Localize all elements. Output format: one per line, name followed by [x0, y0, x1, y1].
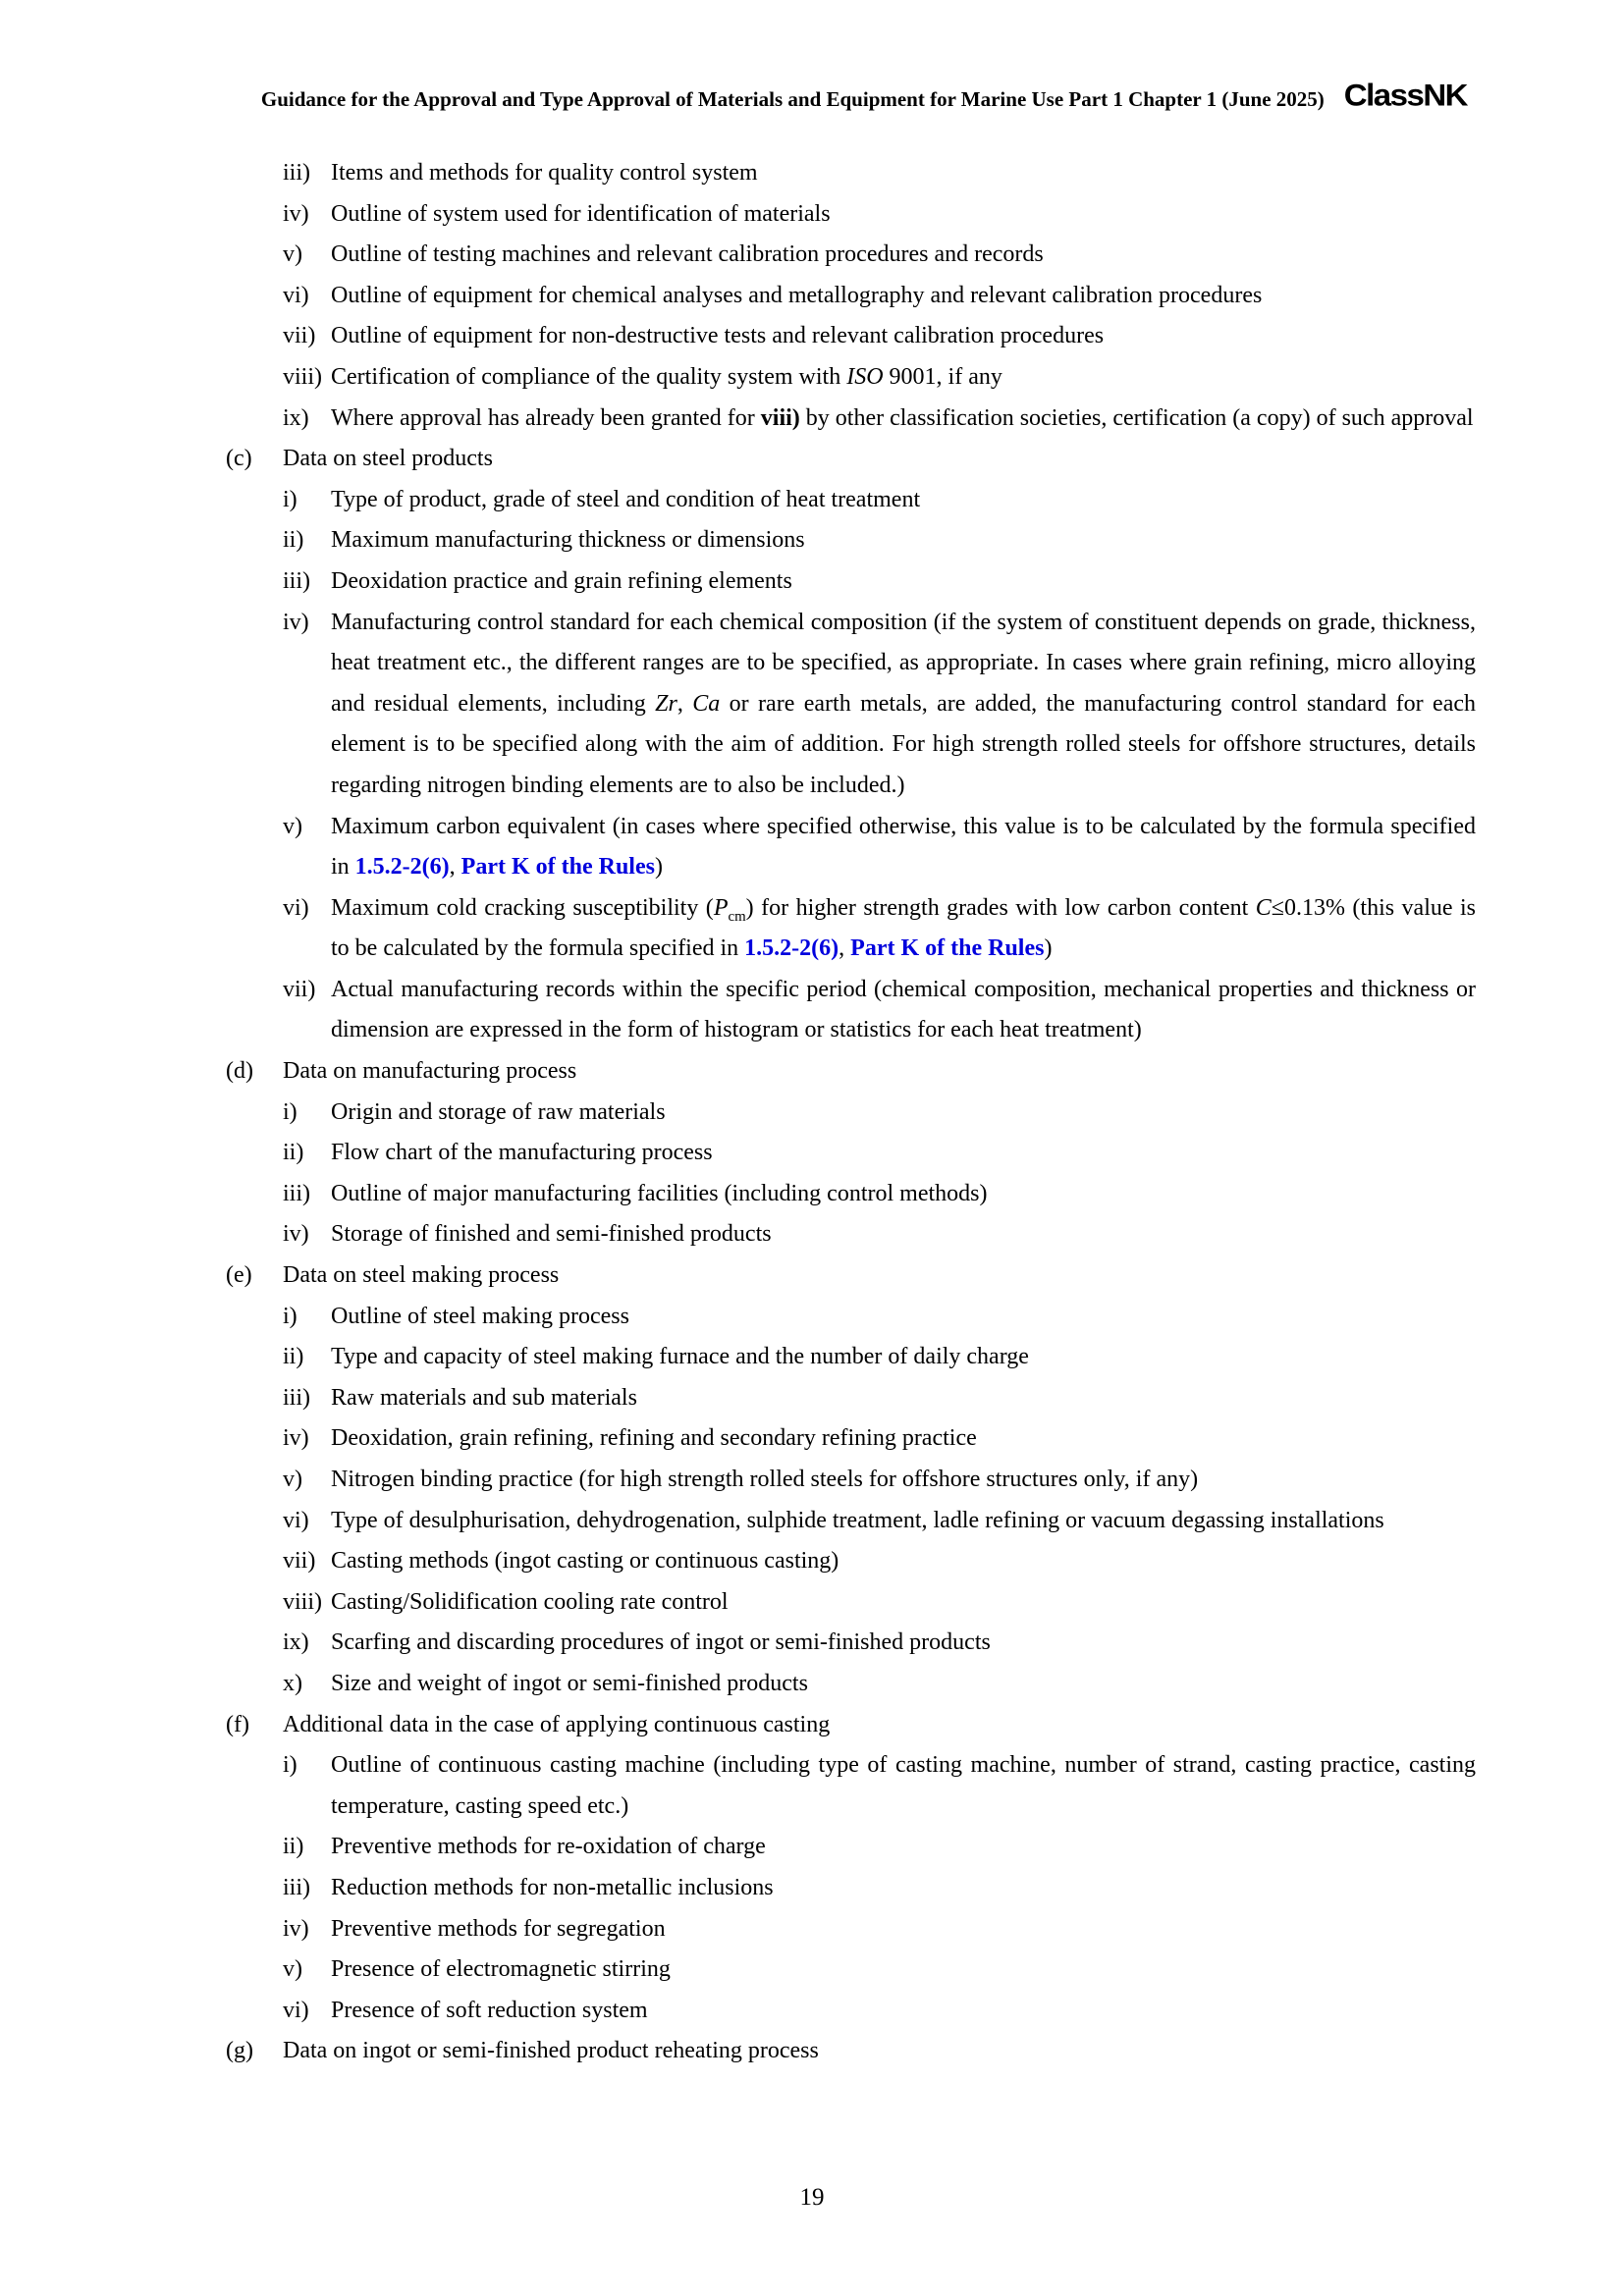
- list-item-marker: i): [283, 1303, 298, 1329]
- list-item-roman: [0, 194, 1476, 236]
- text-segment: Type and capacity of steel making furnace and the number of daily charge: [331, 1344, 1029, 1370]
- list-item-marker: iv): [283, 200, 309, 227]
- list-item-roman: [0, 480, 1476, 521]
- text-segment: Data on ingot or semi-finished product reheating process: [283, 2038, 819, 2064]
- list-item-marker: x): [283, 1670, 302, 1696]
- list-item-marker: ix): [283, 404, 309, 431]
- list-item-roman: [0, 1501, 1476, 1542]
- list-item-text: [331, 888, 1476, 970]
- text-segment: Deoxidation, grain refining, refining and secondary refining practice: [331, 1425, 977, 1452]
- text-segment: Items and methods for quality control system: [331, 160, 758, 186]
- list-item-marker: (c): [226, 446, 252, 472]
- list-item-text: [331, 1337, 1476, 1378]
- list-item-letter: [0, 1705, 1476, 1746]
- list-item-roman: [0, 1868, 1476, 1909]
- list-item-marker: ii): [283, 1834, 304, 1860]
- list-item-roman: [0, 1541, 1476, 1582]
- list-item-roman: [0, 357, 1476, 399]
- text-segment: ≤0.13% (this value is to be calculated by the formula specified in: [331, 894, 1477, 962]
- list-item-marker: viii): [283, 1588, 322, 1615]
- text-segment: by other classification societies, certification (a copy) of such approval: [799, 404, 1474, 431]
- list-item-roman: [0, 235, 1476, 276]
- list-item-roman: [0, 888, 1476, 970]
- text-segment: ,: [449, 854, 461, 881]
- list-item-marker: viii): [283, 363, 322, 390]
- text-segment: Ca: [692, 690, 721, 717]
- text-segment: Casting methods (ingot casting or continuous casting): [331, 1548, 839, 1575]
- list-item-text: [331, 1378, 1476, 1419]
- list-item-roman: [0, 970, 1476, 1051]
- list-item-text: [283, 1051, 1476, 1093]
- list-item-marker: ii): [283, 1344, 304, 1370]
- text-segment: Where approval has already been granted for: [331, 404, 761, 431]
- text-segment: ISO: [846, 363, 884, 390]
- list-item-text: [283, 1705, 1476, 1746]
- text-segment: P: [713, 894, 729, 921]
- list-item-marker: vii): [283, 1548, 316, 1575]
- list-item-text: [331, 970, 1476, 1051]
- list-item-roman: [0, 1133, 1476, 1174]
- list-item-roman: [0, 1418, 1476, 1460]
- rules-reference-link[interactable]: 1.5.2-2(6): [744, 935, 839, 962]
- list-item-text: [331, 1664, 1476, 1705]
- rules-reference-link[interactable]: Part K of the Rules: [460, 854, 655, 881]
- list-item-roman: [0, 1093, 1476, 1134]
- list-item-marker: i): [283, 486, 298, 512]
- list-item-roman: [0, 1909, 1476, 1950]
- list-item-marker: ii): [283, 1140, 304, 1166]
- list-item-text: [331, 520, 1476, 561]
- text-segment: 9001, if any: [883, 363, 1002, 390]
- text-segment: Maximum cold cracking susceptibility (: [331, 894, 714, 921]
- list-item-marker: i): [283, 1098, 298, 1125]
- list-item-roman: [0, 316, 1476, 357]
- list-item-text: [331, 603, 1476, 807]
- text-segment: Size and weight of ingot or semi-finished products: [331, 1670, 808, 1696]
- list-item-marker: iv): [283, 1425, 309, 1452]
- text-segment: Outline of equipment for chemical analyses and metallography and relevant calibration procedures: [331, 282, 1263, 308]
- list-item-roman: [0, 1827, 1476, 1868]
- list-item-text: [331, 1909, 1476, 1950]
- list-item-text: [331, 194, 1476, 236]
- list-item-marker: iii): [283, 160, 310, 186]
- list-item-roman: [0, 399, 1476, 440]
- list-item-marker: (e): [226, 1262, 252, 1289]
- list-item-text: [283, 439, 1476, 480]
- list-item-marker: v): [283, 1956, 302, 1983]
- text-segment: Flow chart of the manufacturing process: [331, 1140, 713, 1166]
- list-item-text: [331, 316, 1476, 357]
- text-segment: Nitrogen binding practice (for high strength rolled steels for offshore structures only, if any): [331, 1467, 1199, 1492]
- text-segment: Data on manufacturing process: [283, 1058, 577, 1085]
- text-segment: Raw materials and sub materials: [331, 1384, 637, 1411]
- list-item-text: [331, 1174, 1476, 1215]
- text-segment: Reduction methods for non-metallic inclusions: [331, 1874, 774, 1900]
- list-item-roman: [0, 1582, 1476, 1624]
- list-item-marker: ix): [283, 1629, 309, 1656]
- header-title: Guidance for the Approval and Type Approval of Materials and Equipment for Marine Use Part 1 Chapter 1 (June 2025): [260, 87, 1325, 111]
- list-item-marker: iv): [283, 1915, 309, 1942]
- list-item-text: [283, 1255, 1476, 1297]
- list-item-letter: [0, 2031, 1476, 2072]
- list-item-roman: [0, 1174, 1476, 1215]
- text-segment: Preventive methods for segregation: [331, 1915, 666, 1942]
- list-item-text: [283, 2031, 1476, 2072]
- list-item-marker: vi): [283, 282, 309, 308]
- list-item-roman: [0, 1949, 1476, 1991]
- list-item-roman: [0, 561, 1476, 603]
- text-segment: Outline of continuous casting machine (including type of casting machine, number of strand, casting practice, casting temperature, casting speed etc.): [331, 1752, 1476, 1819]
- text-segment: Type of product, grade of steel and condition of heat treatment: [331, 486, 921, 512]
- list-item-text: [331, 1297, 1476, 1338]
- list-item-text: [331, 1949, 1476, 1991]
- list-item-text: [331, 235, 1476, 276]
- text-segment: ): [1044, 935, 1053, 962]
- list-item-roman: [0, 1623, 1476, 1664]
- list-item-roman: [0, 1214, 1476, 1255]
- text-segment: Origin and storage of raw materials: [331, 1098, 666, 1125]
- text-segment: Maximum carbon equivalent (in cases where specified otherwise, this value is to be calculated by the formula specified in: [331, 813, 1476, 881]
- list-item-marker: iii): [283, 567, 310, 594]
- list-item-roman: [0, 807, 1476, 888]
- text-segment: Data on steel making process: [283, 1262, 560, 1289]
- list-item-marker: ii): [283, 527, 304, 554]
- list-item-letter: [0, 1051, 1476, 1093]
- text-segment: ,: [839, 935, 851, 962]
- list-item-marker: iii): [283, 1874, 310, 1900]
- list-item-marker: vii): [283, 323, 316, 349]
- text-segment: cm: [728, 908, 746, 925]
- list-item-marker: iii): [283, 1180, 310, 1206]
- list-item-marker: (d): [226, 1058, 253, 1085]
- text-segment: C: [1255, 894, 1272, 921]
- list-item-text: [331, 1991, 1476, 2032]
- list-item-text: [331, 1745, 1476, 1827]
- text-segment: ) for higher strength grades with low carbon content: [745, 894, 1256, 921]
- text-segment: Outline of major manufacturing facilities (including control methods): [331, 1180, 988, 1206]
- text-segment: Type of desulphurisation, dehydrogenation, sulphide treatment, ladle refining or vacuum degassing installations: [331, 1507, 1384, 1533]
- list-item-roman: [0, 1991, 1476, 2032]
- list-item-text: [331, 276, 1476, 317]
- list-item-marker: vii): [283, 976, 316, 1002]
- list-item-roman: [0, 520, 1476, 561]
- list-item-text: [331, 1501, 1476, 1542]
- list-item-text: [331, 153, 1476, 194]
- text-segment: Outline of steel making process: [331, 1303, 629, 1329]
- text-segment: Actual manufacturing records within the specific period (chemical composition, mechanical properties and thickness or dimension are expressed in the form of histogram or statistics for each heat treatment): [331, 976, 1476, 1043]
- text-segment: Preventive methods for re-oxidation of charge: [331, 1834, 766, 1860]
- list-item-marker: (g): [226, 2038, 253, 2064]
- list-item-marker: v): [283, 1467, 302, 1492]
- list-item-marker: v): [283, 813, 302, 839]
- list-item-marker: iv): [283, 1221, 309, 1248]
- list-item-letter: [0, 439, 1476, 480]
- list-item-text: [331, 1582, 1476, 1624]
- text-segment: Additional data in the case of applying continuous casting: [283, 1711, 831, 1737]
- page-header: [226, 77, 1467, 114]
- rules-reference-link[interactable]: Part K of the Rules: [850, 935, 1045, 962]
- text-segment: Manufacturing control standard for each chemical composition (if the system of constituent depends on grade, thickness, heat treatment etc., the different ranges are to be specified, as appropriate. In cases where grain refining, micro alloying and residual elements, including: [331, 609, 1476, 717]
- text-segment: Outline of testing machines and relevant calibration procedures and records: [331, 241, 1044, 268]
- text-segment: viii): [760, 404, 800, 431]
- list-item-roman: [0, 603, 1476, 807]
- text-segment: Outline of system used for identification of materials: [331, 200, 831, 227]
- text-segment: Presence of electromagnetic stirring: [331, 1956, 671, 1983]
- list-item-text: [331, 1460, 1476, 1501]
- text-segment: Certification of compliance of the quality system with: [331, 363, 847, 390]
- text-segment: Zr: [655, 690, 677, 717]
- list-item-roman: [0, 153, 1476, 194]
- text-segment: ,: [677, 690, 693, 717]
- text-segment: Data on steel products: [283, 446, 493, 472]
- list-item-text: [331, 561, 1476, 603]
- list-item-marker: vi): [283, 1507, 309, 1533]
- text-segment: ): [654, 854, 663, 881]
- list-item-roman: [0, 1297, 1476, 1338]
- list-item-marker: v): [283, 241, 302, 268]
- list-item-letter: [0, 1255, 1476, 1297]
- list-item-text: [331, 1868, 1476, 1909]
- text-segment: Storage of finished and semi-finished products: [331, 1221, 772, 1248]
- list-item-text: [331, 399, 1476, 440]
- list-item-text: [331, 1623, 1476, 1664]
- list-item-marker: vi): [283, 894, 309, 921]
- list-item-marker: vi): [283, 1997, 309, 2023]
- text-segment: Maximum manufacturing thickness or dimensions: [331, 527, 805, 554]
- list-item-marker: iii): [283, 1384, 310, 1411]
- list-item-roman: [0, 1337, 1476, 1378]
- text-segment: or rare earth metals, are added, the manufacturing control standard for each element is to be specified along with the aim of addition. For high strength rolled steels for offshore structures, details regarding nitrogen binding elements are to also be included.): [331, 690, 1477, 798]
- list-item-roman: [0, 276, 1476, 317]
- text-segment: Outline of equipment for non-destructive tests and relevant calibration procedures: [331, 323, 1105, 349]
- list-item-text: [331, 1541, 1476, 1582]
- list-item-text: [331, 1133, 1476, 1174]
- page-footer: [0, 2177, 1624, 2218]
- rules-reference-link[interactable]: 1.5.2-2(6): [354, 854, 450, 881]
- list-item-marker: i): [283, 1752, 298, 1779]
- list-item-text: [331, 1214, 1476, 1255]
- list-item-marker: iv): [283, 609, 309, 635]
- list-item-text: [331, 357, 1476, 399]
- text-segment: Scarfing and discarding procedures of ingot or semi-finished products: [331, 1629, 991, 1656]
- list-item-text: [331, 807, 1476, 888]
- text-segment: Casting/Solidification cooling rate control: [331, 1588, 729, 1615]
- document-body: [0, 153, 1476, 2072]
- list-item-text: [331, 1827, 1476, 1868]
- list-item-roman: [0, 1664, 1476, 1705]
- list-item-roman: [0, 1378, 1476, 1419]
- classnk-logo: ClassNK: [1343, 77, 1467, 113]
- text-segment: Deoxidation practice and grain refining elements: [331, 567, 792, 594]
- list-item-roman: [0, 1745, 1476, 1827]
- list-item-text: [331, 1093, 1476, 1134]
- list-item-text: [331, 480, 1476, 521]
- page-number: 19: [799, 2184, 825, 2211]
- list-item-marker: (f): [226, 1711, 249, 1737]
- text-segment: Presence of soft reduction system: [331, 1997, 648, 2023]
- list-item-text: [331, 1418, 1476, 1460]
- list-item-roman: [0, 1460, 1476, 1501]
